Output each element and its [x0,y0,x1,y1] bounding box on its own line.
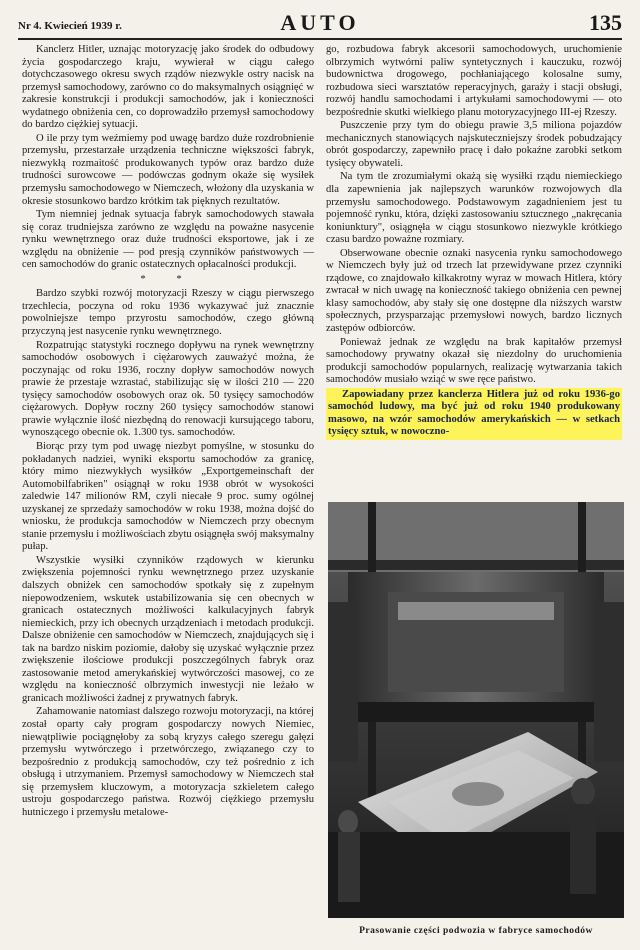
header-rule [18,38,622,40]
paragraph: Na tym tle zrozumiałymi okażą się wysiłki rządu niemieckiego dla zapewnienia jak najlepszych warunków rozwojowych dla przemysłu samochodowego. Podstawowym zagadnieniem jest tu pojemność rynku, która, dzięki zastosowaniu sztucznego „nakręcania koniunktury", osiągnęła w ciągu stosunkowo niezwykle krótkiego czasu bardzo poważne rozmiary. [326,171,622,246]
right-column [326,44,622,440]
paragraph: Obserwowane obecnie oznaki nasycenia rynku samochodowego w Niemczech były już od trzech lat przewidywane przez czynniki rządowe, co znajdowało kilkakrotny wyraz w mowach Hitlera, który zwracał w nich uwagę na konieczność takiego obniżenia cen pewnej klasy samochodów, aby stały się one dostępne dla niższych warstw społecznych, przysparzając przemysłowi nowych, bardzo licznych zastępów odbiorców. [326,247,622,335]
paragraph: Rozpatrując statystyki rocznego dopływu na rynek wewnętrzny samochodów osobowych i ciężarowych zauważyć można, że poczynając od roku 1936, roczny dopływ samochodów nowych prawie że przestaje wzrastać, stabilizując się w ilości 210 — 220 tysięcy samochodów osobowych oraz ok. 50 tysięcy samochodów ciężarowych. Dopływ roczny 260 tysięcy samochodów stanowi prawie wyłącznie ilość niezbędną do renowacji kursującego taboru, wynoszącego obecnie ok. 1.300 tys. samochodów. [22,339,314,439]
magazine-title: AUTO [280,10,360,35]
page-number: 135 [589,10,622,35]
paragraph: Zahamowanie natomiast dalszego rozwoju motoryzacji, na której został oparty cały program gospodarczy nowych Niemiec, niewątpliwie pociągnęłoby za sobą kryzys całego szeregu gałęzi przemysłu wytwórczego i przetwórczego, związanego czy to bezpośrednio z produkcją samochodów, czy też pośrednio z ich obsługą i utrzymaniem. Przemysł samochodowy w Niemczech stał się przemysłem kluczowym, a motoryzacja szkieletem całego ustroju gospodarczego państwa. Rozwój ciężkiego przemysłu hutniczego i przemysłu metalowe- [22,706,314,818]
issue-label: Nr 4. Kwiecień 1939 r. [18,20,122,32]
factory-photo [328,502,624,918]
factory-photo-image [328,502,624,918]
section-separator: * * [140,273,196,285]
paragraph: Ponieważ jednak ze względu na brak kapitałów przemysł samochodowy prywatny okazał się niezdolny do uruchomienia produkcji samochodów popularnych, realizację wytwarzania takich samochodów musiało wziąć w swe ręce państwo. [326,336,622,386]
highlighted-paragraph: Zapowiadany przez kanclerza Hitlera już od roku 1936-go samochód ludowy, ma być już od roku 1940 produkowany masowo, na wzór samochodów amerykańskich — w setkach tysięcy sztuk, w nowoczno- [326,388,622,440]
paragraph: Kanclerz Hitler, uznając motoryzację jako środek do odbudowy życia gospodarczego kraju, wywierał w ciągu całego dotychczasowego okresu swych rządów niezwykle ostry nacisk na przemysł samochodowy, zarówno co do maksymalnych osiągnięć w zakresie konstrukcji i produkcji samochodów, jak i konieczności wydatnego obniżenia cen, co doprowadziło przemysł samochodowy do bardzo ciężkiej sytuacji. [22,44,314,131]
paragraph: Wszystkie wysiłki czynników rządowych w kierunku zwiększenia pojemności rynku wewnętrznego przez uzyskanie dalszych obniżek cen samochodów spotkały się z zupełnym niepowodzeniem, wskutek ustabilizowania się cen obecnych w granicach ostatecznych możliwości kalkulacyjnych fabryk niemieckich, przy ich obecnych urządzeniach i metodach produkcji. Dalsze obniżenie cen samochodów w Niemczech, znajdujących się i tak na bardzo niskim poziomie, dałoby się uzyskać wyłącznie przez zwiększenie ilościowe produkcji poszczególnych fabryk oraz zastosowanie metod amerykańskiej wytwórczości masowej, co ze względu na konieczność olbrzymich inwestycji nie leżało w granicach możliwości żadnej z prywatnych fabryk. [22,554,314,704]
left-column [22,44,314,819]
paragraph: Tym niemniej jednak sytuacja fabryk samochodowych stawała się coraz trudniejsza zarówno ze względu na poważne nasycenie rynku wewnętrznego oraz duże trudności eksportowe, jak i ze względu na obniżenie — pod presją czynników państwowych — cen samochodów do granic ostatecznych opłacalności produkcji. [22,209,314,271]
photo-caption: Prasowanie części podwozia w fabryce samochodów [359,926,593,936]
page-header [18,8,622,38]
paragraph: go, rozbudowa fabryk akcesorii samochodowych, uruchomienie olbrzymich wytwórni paliw syntetycznych i kauczuku, rozwój budownictwa drogowego, pochłaniającego kolosalne sumy, rozbudowa sieci warsztatów reperacyjnych, garaży i stacji obsługi, rozwój handlu samochodami i artykułami samochodowymi — oto bezpośrednie skutki wielkiego planu motoryzacyjnego III-ej Rzeszy. [326,44,622,118]
paragraph: O ile przy tym weźmiemy pod uwagę bardzo duże rozdrobnienie przemysłu, przestarzałe urządzenia techniczne większości fabryk, niezwykłą rozmaitość produkowanych typów oraz bardzo duże trudności surowcowe — podówczas godnym okaże się wysiłek przemysłu samochodowego w Niemczech, włożony dla uzyskania w okresie stosunkowo bardzo krótkim tak pięknych rezultatów. [22,132,314,207]
paragraph: Puszczenie przy tym do obiegu prawie 3,5 miliona pojazdów mechanicznych stanowiących najskuteczniejszy środek pobudzający obrót gospodarczy, zapewniło pracę i dało pokaźne zarobki setkom tysięcy obywateli. [326,120,622,169]
paragraph: Biorąc przy tym pod uwagę niezbyt pomyślne, w stosunku do pokładanych nadziei, wyniki eksportu samochodów za granicę, który mimo niezwykłych wysiłków „Exportgemeinschaft der Automobilfabriken" osiągnął w roku 1938 obrót w wysokości zaledwie 147 milionów RM, czyli niecałe 9 proc. sumy ogólnej uzyskanej ze sprzedaży samochodów w roku 1938, można dojść do wniosku, że produkcja samochodów w Niemczech przy obecnym stanie przemysłu i możliwościach zbytu osiągnęła swój maksymalny pułap. [22,440,314,553]
paragraph: Bardzo szybki rozwój motoryzacji Rzeszy w ciągu pierwszego trzechlecia, poczyna od roku 1936 wykazywać już znacznie powolniejsze tempo przyrostu samochodów, czego główną przyczyną jest nasycenie rynku wewnętrznego. [22,288,314,338]
